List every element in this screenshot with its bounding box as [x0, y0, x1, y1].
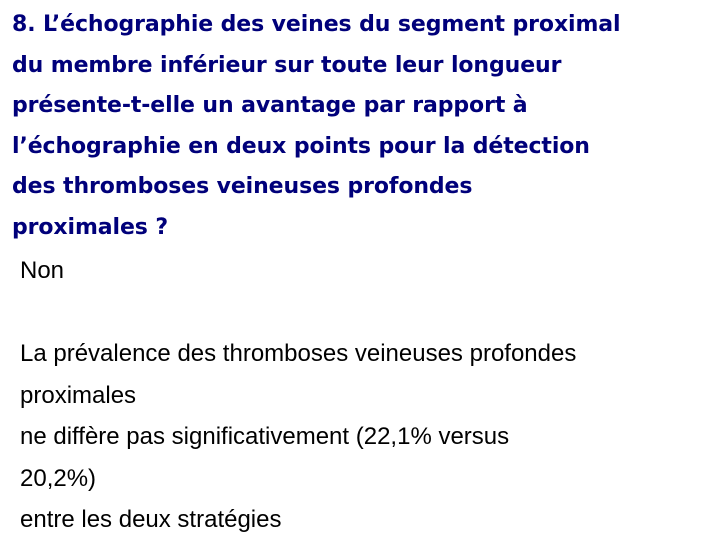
explanation-line-5: entre les deux stratégies	[20, 506, 282, 533]
explanation-line-4: 20,2%)	[20, 464, 97, 492]
question-line-2: du membre inférieur sur toute leur longueur	[12, 52, 562, 78]
question-line-1: 8. L’échographie des veines du segment proximal	[12, 12, 621, 37]
question-heading	[12, 5, 717, 249]
spacer	[20, 292, 720, 334]
question-line-6: proximales ?	[12, 214, 168, 240]
question-line-4: l’échographie en deux points pour la détection	[12, 133, 590, 159]
question-line-5: des thromboses veineuses profondes	[12, 174, 473, 200]
answer-text: Non	[20, 257, 65, 284]
explanation-line-2: proximales	[20, 381, 137, 409]
explanation-line-3: ne diffère pas significativement (22,1% versus	[20, 423, 510, 450]
answer-block	[20, 250, 720, 541]
explanation-line-1: La prévalence des thromboses veineuses profondes	[20, 340, 577, 367]
question-line-3: présente-t-elle un avantage par rapport à	[12, 93, 528, 119]
